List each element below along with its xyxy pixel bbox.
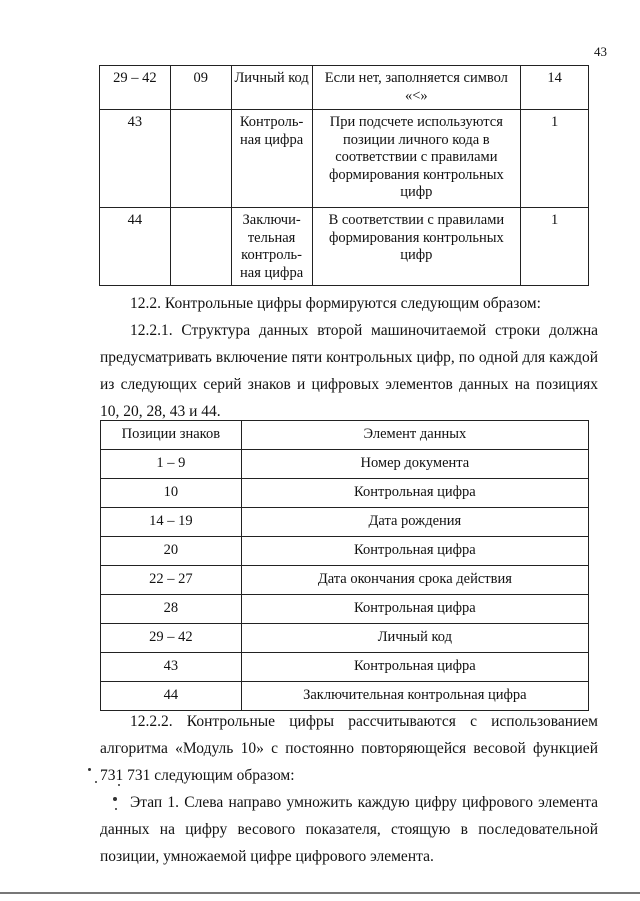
length-cell	[170, 110, 231, 208]
count-cell: 1	[521, 110, 589, 208]
scan-edge	[0, 892, 640, 894]
element-cell: Контроль-ная цифра	[231, 110, 312, 208]
count-cell: 1	[521, 208, 589, 286]
step-1: Этап 1. Слева направо умножить каждую цифру цифрового элемента данных на цифру весового показателя, стоящую в последовательной позиции, умножаемой цифре цифрового элемента.	[100, 794, 598, 865]
scan-speck	[95, 781, 97, 783]
element-cell: Контрольная цифра	[241, 479, 588, 508]
positions-cell: 44	[101, 682, 242, 711]
scan-speck	[118, 784, 120, 786]
positions-cell: 22 – 27	[101, 566, 242, 595]
scan-speck	[115, 808, 117, 810]
element-cell: Личный код	[231, 66, 312, 110]
table-row	[101, 653, 589, 682]
checksum-table	[100, 420, 589, 711]
table-row	[100, 110, 589, 208]
positions-cell: 1 – 9	[101, 450, 242, 479]
note-cell: При подсчете используются позиции личного кода в соответствии с правилами формирования контрольных цифр	[312, 110, 521, 208]
positions-cell: 43	[100, 110, 171, 208]
element-cell: Контрольная цифра	[241, 595, 588, 624]
table-row	[101, 682, 589, 711]
page-number: 43	[594, 44, 607, 59]
scan-speck	[88, 768, 91, 771]
element-cell: Дата окончания срока действия	[241, 566, 588, 595]
positions-cell: 20	[101, 537, 242, 566]
length-cell	[170, 208, 231, 286]
element-cell: Заключительная контрольная цифра	[241, 682, 588, 711]
table-row	[100, 208, 589, 286]
section-12-2: 12.2. Контрольные цифры формируются следующим образом:	[130, 295, 541, 312]
table-row	[100, 66, 589, 110]
table-row	[101, 508, 589, 537]
note-cell: Если нет, заполняется символ «<»	[312, 66, 521, 110]
table-row	[101, 566, 589, 595]
note-cell: В соответствии с правилами формирования контрольных цифр	[312, 208, 521, 286]
section-12-2-1: 12.2.1. Структура данных второй машиночитаемой строки должна предусматривать включение пяти контрольных цифр, по одной для каждой из следующих серий знаков и цифровых элементов данных на позициях 10, 20, 28, 43 и 44.	[100, 322, 598, 420]
structure-table	[99, 65, 589, 286]
positions-cell: 10	[101, 479, 242, 508]
positions-cell: 43	[101, 653, 242, 682]
table-row	[101, 537, 589, 566]
count-cell: 14	[521, 66, 589, 110]
positions-cell: 44	[100, 208, 171, 286]
positions-cell: 28	[101, 595, 242, 624]
scan-speck	[113, 797, 117, 801]
table-row	[101, 479, 589, 508]
column-header: Элемент данных	[241, 421, 588, 450]
element-cell: Заключи-тельная контроль-ная цифра	[231, 208, 312, 286]
table-row	[101, 624, 589, 653]
element-cell: Личный код	[241, 624, 588, 653]
positions-cell: 29 – 42	[101, 624, 242, 653]
positions-cell: 14 – 19	[101, 508, 242, 537]
element-cell: Контрольная цифра	[241, 653, 588, 682]
positions-cell: 29 – 42	[100, 66, 171, 110]
element-cell: Дата рождения	[241, 508, 588, 537]
table-row	[101, 595, 589, 624]
section-12-2-2: 12.2.2. Контрольные цифры рассчитываются с использованием алгоритма «Модуль 10» с постоянно повторяющейся весовой функцией 731 731 следующим образом:	[100, 713, 598, 784]
element-cell: Номер документа	[241, 450, 588, 479]
column-header: Позиции знаков	[101, 421, 242, 450]
table-header-row	[101, 421, 589, 450]
element-cell: Контрольная цифра	[241, 537, 588, 566]
length-cell: 09	[170, 66, 231, 110]
table-row	[101, 450, 589, 479]
